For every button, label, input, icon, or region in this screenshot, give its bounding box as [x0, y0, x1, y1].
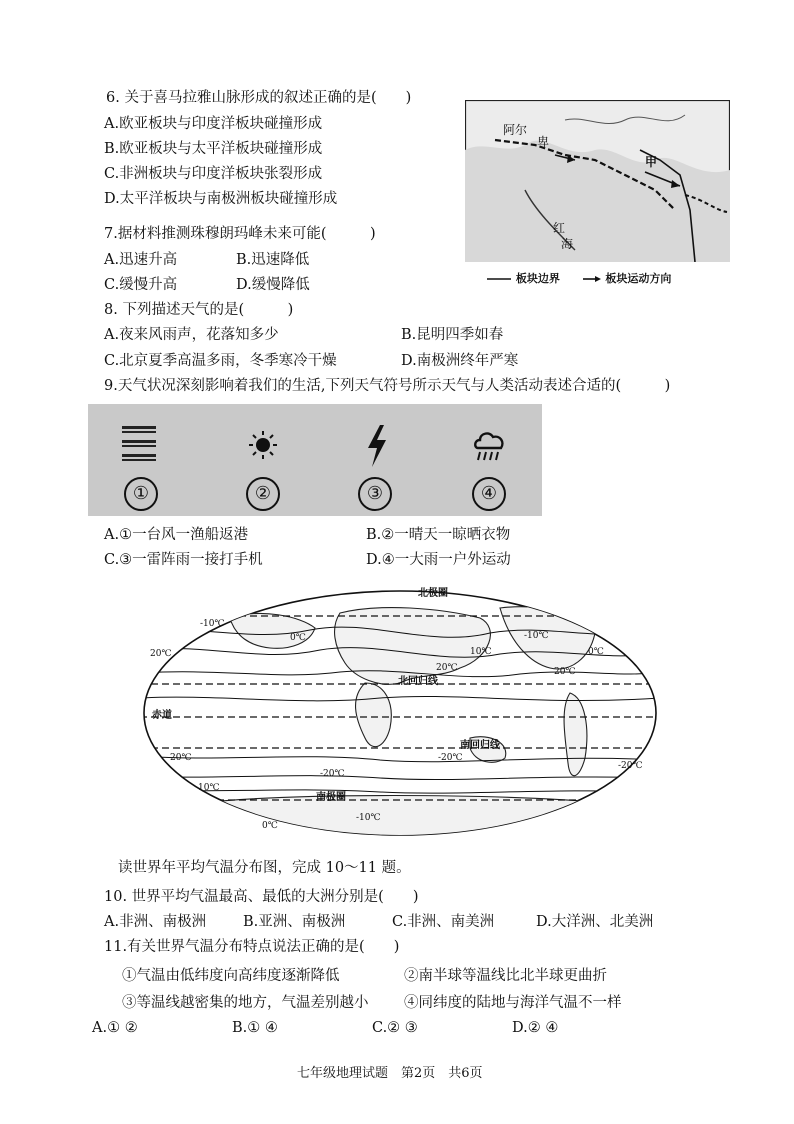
q6-option-a: A.欧亚板块与印度洋板块碰撞形成 — [104, 116, 323, 132]
isotherm-label: 0℃ — [588, 647, 604, 657]
lightning-icon — [364, 424, 390, 468]
q8-option-a: A.夜来风雨声，花落知多少 — [104, 327, 279, 343]
isotherm-label: -10℃ — [200, 619, 225, 629]
q9-option-c: C.③一雷阵雨一接打手机 — [104, 552, 263, 568]
q11-option-c: C.② ③ — [372, 1020, 418, 1036]
q7-option-b: B.迅速降低 — [236, 252, 310, 268]
symbol-label-1: ① — [124, 477, 158, 511]
world-isotherm-map — [140, 588, 660, 838]
q11-option-a: A.① ② — [92, 1020, 138, 1036]
q10-option-d: D.大洋洲、北美洲 — [536, 914, 654, 930]
intro-text: 读世界年平均气温分布图，完成 10～11 题。 — [118, 860, 411, 876]
legend-arrow-icon — [582, 275, 602, 283]
plate-label-hong: 红 — [553, 221, 566, 235]
isotherm-label: 20℃ — [436, 663, 458, 673]
label-equator: 赤道 — [152, 710, 172, 721]
isotherm-label: -20℃ — [618, 761, 643, 771]
page-footer: 七年级地理试题 第2页 共6页 — [297, 1066, 483, 1081]
q7-option-a: A.迅速升高 — [104, 252, 178, 268]
label-tropic-cancer: 北回归线 — [398, 676, 438, 687]
plate-label-bei: 卑 — [537, 135, 550, 149]
q10-option-a: A.非洲、南极洲 — [104, 914, 207, 930]
isotherm-label: 20℃ — [150, 649, 172, 659]
sun-icon — [248, 430, 278, 460]
label-arctic-circle: 北极圈 — [418, 588, 448, 599]
plate-label-aer: 阿尔 — [503, 123, 528, 137]
q9-option-b: B.②一晴天一晾晒衣物 — [366, 527, 511, 543]
q11-statement-4: ④同纬度的陆地与海洋气温不一样 — [404, 995, 622, 1011]
q11-statement-2: ②南半球等温线比北半球更曲折 — [404, 968, 607, 984]
isotherm-label: 10℃ — [470, 647, 492, 657]
q8-option-d: D.南极洲终年严寒 — [401, 353, 519, 369]
isotherm-label: 20℃ — [170, 753, 192, 763]
typhoon-symbol-icon — [120, 420, 160, 466]
q11-statement-1: ①气温由低纬度向高纬度逐渐降低 — [122, 968, 340, 984]
label-tropic-capricorn: 南回归线 — [460, 740, 500, 751]
q6-option-b: B.欧亚板块与太平洋板块碰撞形成 — [104, 141, 323, 157]
q9-option-a: A.①一台风一渔船返港 — [104, 527, 249, 543]
q8-option-b: B.昆明四季如春 — [401, 327, 504, 343]
plate-label-hai: 海 — [561, 237, 574, 251]
plate-label-jia: 甲 — [645, 155, 658, 169]
plate-map — [465, 100, 730, 262]
q11-stem: 11.有关世界气温分布特点说法正确的是( ) — [104, 939, 400, 955]
q10-option-b: B.亚洲、南极洲 — [243, 914, 346, 930]
weather-symbols-panel — [88, 404, 542, 516]
q11-statement-3: ③等温线越密集的地方，气温差别越小 — [122, 995, 369, 1011]
symbol-label-2: ② — [246, 477, 280, 511]
q11-option-d: D.② ④ — [512, 1020, 559, 1036]
q6-option-d: D.太平洋板块与南极洲板块碰撞形成 — [104, 191, 338, 207]
label-antarctic-circle: 南极圈 — [316, 792, 346, 803]
rain-cloud-icon — [472, 428, 508, 464]
symbol-label-4: ④ — [472, 477, 506, 511]
legend-direction: 板块运动方向 — [605, 272, 672, 285]
isotherm-label: 0℃ — [290, 633, 306, 643]
isotherm-label: -10℃ — [356, 813, 381, 823]
q9-option-d: D.④一大雨一户外运动 — [366, 552, 511, 568]
q8-option-c: C.北京夏季高温多雨，冬季寒冷干燥 — [104, 353, 337, 369]
isotherm-label: -10℃ — [524, 631, 549, 641]
isotherm-label: -20℃ — [320, 769, 345, 779]
symbol-label-3: ③ — [358, 477, 392, 511]
q8-stem: 8. 下列描述天气的是( ) — [104, 302, 294, 318]
q7-option-d: D.缓慢降低 — [236, 277, 310, 293]
legend-boundary: 板块边界 — [515, 272, 560, 285]
q7-stem: 7.据材料推测珠穆朗玛峰未来可能( ) — [104, 226, 376, 242]
q6-option-c: C.非洲板块与印度洋板块张裂形成 — [104, 166, 323, 182]
q10-option-c: C.非洲、南美洲 — [392, 914, 495, 930]
q7-option-c: C.缓慢升高 — [104, 277, 178, 293]
q6-stem: 6. 关于喜马拉雅山脉形成的叙述正确的是( ) — [106, 90, 412, 106]
q9-stem: 9.天气状况深刻影响着我们的生活,下列天气符号所示天气与人类活动表述合适的( ) — [104, 378, 671, 394]
isotherm-label: 20℃ — [554, 667, 576, 677]
isotherm-label: -20℃ — [438, 753, 463, 763]
plate-legend — [486, 270, 671, 286]
isotherm-label: 10℃ — [198, 783, 220, 793]
q10-stem: 10. 世界平均气温最高、最低的大洲分别是( ) — [104, 889, 419, 905]
isotherm-label: 0℃ — [262, 821, 278, 831]
q11-option-b: B.① ④ — [232, 1020, 278, 1036]
